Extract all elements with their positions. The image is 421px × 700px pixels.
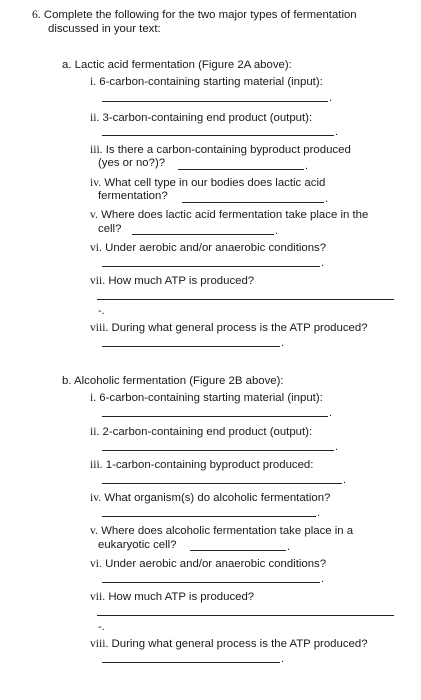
question-text-line2: discussed in your text:: [48, 23, 161, 35]
b-i-answer-blank[interactable]: [102, 416, 328, 417]
question-header: [32, 8, 357, 22]
b-item-v: v. Where does alcoholic fermentation take place in a: [90, 524, 354, 537]
a-ii-period: .: [335, 126, 339, 138]
b-item-ii: ii. 2-carbon-containing end product (output):: [90, 425, 313, 438]
a-ii-answer-blank[interactable]: [102, 135, 334, 136]
question-text-line1: Complete the following for the two major types of fermentation: [43, 9, 357, 21]
b-v-answer-blank[interactable]: [190, 550, 286, 551]
a-iv-period: .: [325, 193, 329, 205]
b-item-vii: vii. How much ATP is produced?: [90, 590, 255, 603]
a-item-i: i. 6-carbon-containing starting material (input):: [90, 75, 323, 88]
a-item-v-line2: cell?: [98, 223, 122, 235]
section-b-heading: b. Alcoholic fermentation (Figure 2B above):: [62, 375, 284, 387]
b-item-iii: iii. 1-carbon-containing byproduct produced:: [90, 458, 314, 471]
a-v-answer-blank[interactable]: [132, 234, 274, 235]
a-item-iii: iii. Is there a carbon-containing byproduct produced: [90, 143, 351, 156]
a-item-iii-line2: (yes or no?)?: [98, 157, 166, 169]
b-vii-answer-blank[interactable]: [97, 615, 394, 616]
b-item-i: i. 6-carbon-containing starting material (input):: [90, 391, 323, 404]
b-vi-period: .: [321, 573, 325, 585]
a-i-answer-blank[interactable]: [102, 101, 328, 102]
b-v-period: .: [287, 541, 291, 553]
a-item-viii: viii. During what general process is the ATP produced?: [90, 321, 368, 334]
b-vi-answer-blank[interactable]: [102, 582, 320, 583]
a-viii-answer-blank[interactable]: [102, 346, 280, 347]
a-item-v: v. Where does lactic acid fermentation take place in the: [90, 208, 369, 221]
a-iii-answer-blank[interactable]: [178, 169, 304, 170]
b-iii-period: .: [343, 474, 347, 486]
b-i-period: .: [329, 407, 333, 419]
b-viii-answer-blank[interactable]: [102, 662, 280, 663]
b-item-vi: vi. Under aerobic and/or anaerobic conditions?: [90, 557, 327, 570]
a-viii-period: .: [281, 337, 285, 349]
a-item-ii: ii. 3-carbon-containing end product (output):: [90, 111, 313, 124]
b-item-viii: viii. During what general process is the ATP produced?: [90, 637, 368, 650]
a-item-iv: iv. What cell type in our bodies does lactic acid: [90, 176, 326, 189]
b-ii-answer-blank[interactable]: [102, 450, 334, 451]
a-item-vii: vii. How much ATP is produced?: [90, 274, 255, 287]
a-iii-period: .: [305, 160, 309, 172]
a-iv-answer-blank[interactable]: [182, 202, 324, 203]
b-ii-period: .: [335, 441, 339, 453]
question-number: 6.: [32, 8, 41, 21]
a-vii-dash-period: -.: [98, 305, 105, 317]
b-vii-dash-period: -.: [98, 621, 105, 633]
a-vi-period: .: [321, 257, 325, 269]
b-item-v-line2: eukaryotic cell?: [98, 539, 177, 551]
b-item-iv: iv. What organism(s) do alcoholic fermentation?: [90, 491, 331, 504]
a-item-iv-line2: fermentation?: [98, 190, 168, 202]
a-v-period: .: [275, 225, 279, 237]
b-iii-answer-blank[interactable]: [102, 483, 342, 484]
a-vii-answer-blank[interactable]: [97, 299, 394, 300]
a-vi-answer-blank[interactable]: [102, 266, 320, 267]
section-a-heading: a. Lactic acid fermentation (Figure 2A above):: [62, 59, 292, 71]
b-iv-answer-blank[interactable]: [102, 516, 316, 517]
a-i-period: .: [329, 92, 333, 104]
a-item-vi: vi. Under aerobic and/or anaerobic conditions?: [90, 241, 327, 254]
b-iv-period: .: [317, 507, 321, 519]
b-viii-period: .: [281, 653, 285, 665]
